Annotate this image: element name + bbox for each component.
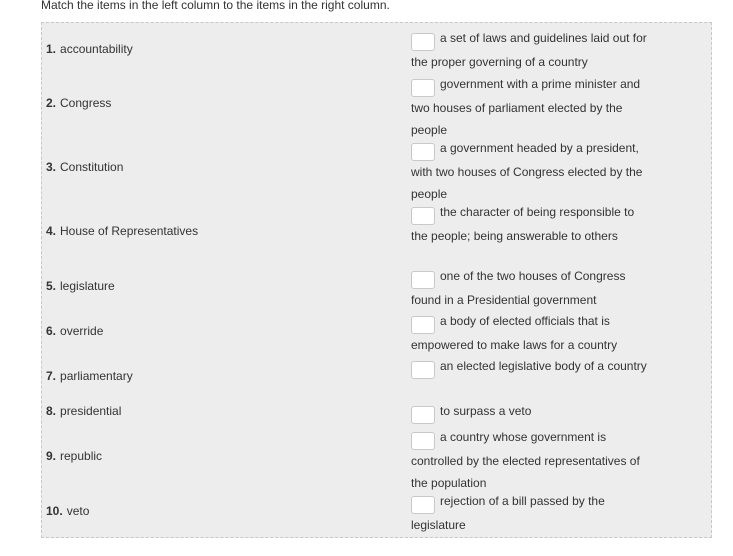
answer-input[interactable] <box>411 316 435 334</box>
match-item <box>411 265 651 311</box>
match-item <box>411 201 651 247</box>
answer-input[interactable] <box>411 432 435 450</box>
answer-input[interactable] <box>411 143 435 161</box>
item-label: parliamentary <box>60 369 133 383</box>
match-text: to surpass a veto <box>440 404 532 418</box>
item-number: 3. <box>46 160 57 174</box>
answer-input[interactable] <box>411 406 435 424</box>
left-item <box>46 41 133 57</box>
left-item <box>46 503 89 519</box>
match-item <box>411 73 651 142</box>
answer-input[interactable] <box>411 361 435 379</box>
item-label: accountability <box>60 42 133 56</box>
match-text: a set of laws and guidelines laid out for the proper governing of a country <box>411 31 647 69</box>
match-text: a country whose government is controlled by the elected representatives of the population <box>411 430 640 490</box>
left-item <box>46 403 121 419</box>
item-label: Congress <box>60 96 112 110</box>
left-item <box>46 323 103 339</box>
answer-input[interactable] <box>411 33 435 51</box>
answer-input[interactable] <box>411 79 435 97</box>
item-number: 4. <box>46 224 57 238</box>
match-text: government with a prime minister and two houses of parliament elected by the people <box>411 77 641 137</box>
instructions-text: Match the items in the left column to the items in the right column. <box>41 0 390 12</box>
match-text: a body of elected officials that is empowered to make laws for a country <box>411 314 618 352</box>
left-item <box>46 95 111 111</box>
match-item <box>411 490 651 536</box>
item-number: 6. <box>46 324 57 338</box>
left-item <box>46 368 133 384</box>
match-text: one of the two houses of Congress found in a Presidential government <box>411 269 626 307</box>
item-number: 5. <box>46 279 57 293</box>
item-label: veto <box>66 504 90 518</box>
item-label: legislature <box>60 279 115 293</box>
answer-input[interactable] <box>411 496 435 514</box>
match-text: the character of being responsible to the people; being answerable to others <box>411 205 635 243</box>
item-label: Constitution <box>60 160 124 174</box>
answer-input[interactable] <box>411 271 435 289</box>
item-number: 1. <box>46 42 57 56</box>
item-number: 7. <box>46 369 57 383</box>
match-item <box>411 137 651 206</box>
match-text: rejection of a bill passed by the legislature <box>411 494 605 532</box>
item-number: 10. <box>46 504 63 518</box>
match-item <box>411 400 651 424</box>
item-label: override <box>60 324 104 338</box>
left-item <box>46 159 123 175</box>
left-item <box>46 223 198 239</box>
item-label: House of Representatives <box>60 224 199 238</box>
left-item <box>46 278 115 294</box>
item-number: 2. <box>46 96 57 110</box>
match-item <box>411 27 651 73</box>
match-text: a government headed by a president, with two houses of Congress elected by the people <box>411 141 643 201</box>
answer-input[interactable] <box>411 207 435 225</box>
item-number: 8. <box>46 404 57 418</box>
item-label: republic <box>60 449 103 463</box>
item-number: 9. <box>46 449 57 463</box>
left-item <box>46 448 102 464</box>
match-item <box>411 355 651 379</box>
item-label: presidential <box>60 404 122 418</box>
match-item <box>411 310 651 356</box>
match-text: an elected legislative body of a country <box>440 359 647 373</box>
match-item <box>411 426 651 495</box>
